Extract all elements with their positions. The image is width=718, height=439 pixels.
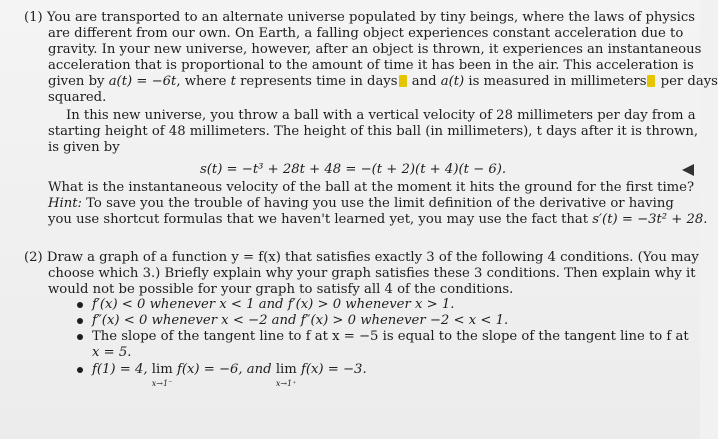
problem-1-question: What is the instantaneous velocity of the ball at the moment it hits the ground for the first time? bbox=[48, 180, 695, 195]
problem-1-line-3: gravity. In your new universe, however, after an object is thrown, it experiences an instantaneous bbox=[48, 42, 702, 57]
hint-label: Hint: bbox=[48, 196, 82, 211]
bullet-icon bbox=[77, 334, 83, 340]
problem-1-line-8: starting height of 48 millimeters. The height of this ball (in millimeters), t days after it is thrown, bbox=[48, 124, 699, 139]
bullet-icon bbox=[77, 318, 83, 324]
right-limit bbox=[275, 362, 297, 388]
problem-2-line-2: choose which 3.) Briefly explain why your graph satisfies these 3 conditions. Then explain why it bbox=[48, 266, 696, 281]
problem-1-line-9: is given by bbox=[48, 140, 120, 155]
lim-label: lim bbox=[151, 362, 173, 377]
text: per days bbox=[656, 74, 718, 89]
height-equation: s(t) = −t³ + 28t + 48 = −(t + 2)(t + 4)(t − 6). bbox=[200, 162, 507, 177]
right-limit-value: f(x) = −3. bbox=[300, 362, 367, 377]
text: represents time in days bbox=[235, 74, 398, 89]
f-of-1: f(1) = 4, bbox=[92, 362, 148, 377]
left-limit-value: f(x) = −6, and bbox=[176, 362, 272, 377]
lim-subscript: x→1⁺ bbox=[275, 379, 297, 388]
mouse-cursor-icon bbox=[682, 164, 694, 176]
problem-2-line-1: (2) Draw a graph of a function y = f(x) that satisfies exactly 3 of the following 4 conditions. (You may bbox=[24, 250, 699, 265]
problem-1-line-4: acceleration that is proportional to the amount of time it has been in the air. This acceleration is bbox=[48, 58, 694, 73]
lim-label: lim bbox=[275, 362, 297, 377]
condition-1: f′(x) < 0 whenever x < 1 and f′(x) > 0 whenever x > 1. bbox=[92, 297, 455, 312]
text: , where bbox=[176, 74, 231, 89]
problem-1-hint-2 bbox=[48, 212, 708, 228]
text: given by bbox=[48, 74, 109, 89]
condition-2: f″(x) < 0 whenever x < −2 and f″(x) > 0 whenever −2 < x < 1. bbox=[92, 313, 509, 328]
problem-2-line-3: would not be possible for your graph to satisfy all 4 of the conditions. bbox=[48, 282, 514, 297]
left-limit bbox=[151, 362, 173, 388]
derivative-formula: s′(t) = −3t² + 28. bbox=[592, 212, 708, 227]
condition-3-cont: x = 5. bbox=[92, 345, 132, 360]
text: you use shortcut formulas that we haven't learned yet, you may use the fact that bbox=[48, 212, 593, 227]
variable-t: t bbox=[230, 74, 236, 89]
text: To save you the trouble of having you use the limit definition of the derivative or having bbox=[81, 196, 674, 211]
problem-1-line-2: are different from our own. On Earth, a falling object experiences constant acceleration due to bbox=[48, 26, 684, 41]
bullet-icon bbox=[77, 367, 83, 373]
problem-1-line-6: squared. bbox=[48, 90, 107, 105]
condition-3: The slope of the tangent line to f at x = −5 is equal to the slope of the tangent line to f at bbox=[92, 329, 689, 344]
lim-subscript: x→1⁻ bbox=[151, 379, 173, 388]
problem-1-line-5 bbox=[48, 74, 718, 90]
problem-1-hint bbox=[48, 196, 674, 212]
text: is measured in millimeters bbox=[464, 74, 647, 89]
problem-1-line-7: In this new universe, you throw a ball with a vertical velocity of 28 millimeters per day from a bbox=[66, 108, 696, 123]
acceleration-symbol: a(t) bbox=[440, 74, 465, 89]
bullet-icon bbox=[77, 302, 83, 308]
acceleration-formula: a(t) = −6t bbox=[108, 74, 177, 89]
condition-4 bbox=[92, 362, 367, 388]
problem-1-line-1: (1) You are transported to an alternate universe populated by tiny beings, where the laws of physics bbox=[24, 10, 695, 25]
highlight-marker-icon bbox=[399, 75, 407, 87]
text: and bbox=[407, 74, 441, 89]
highlight-marker-icon bbox=[647, 75, 655, 87]
